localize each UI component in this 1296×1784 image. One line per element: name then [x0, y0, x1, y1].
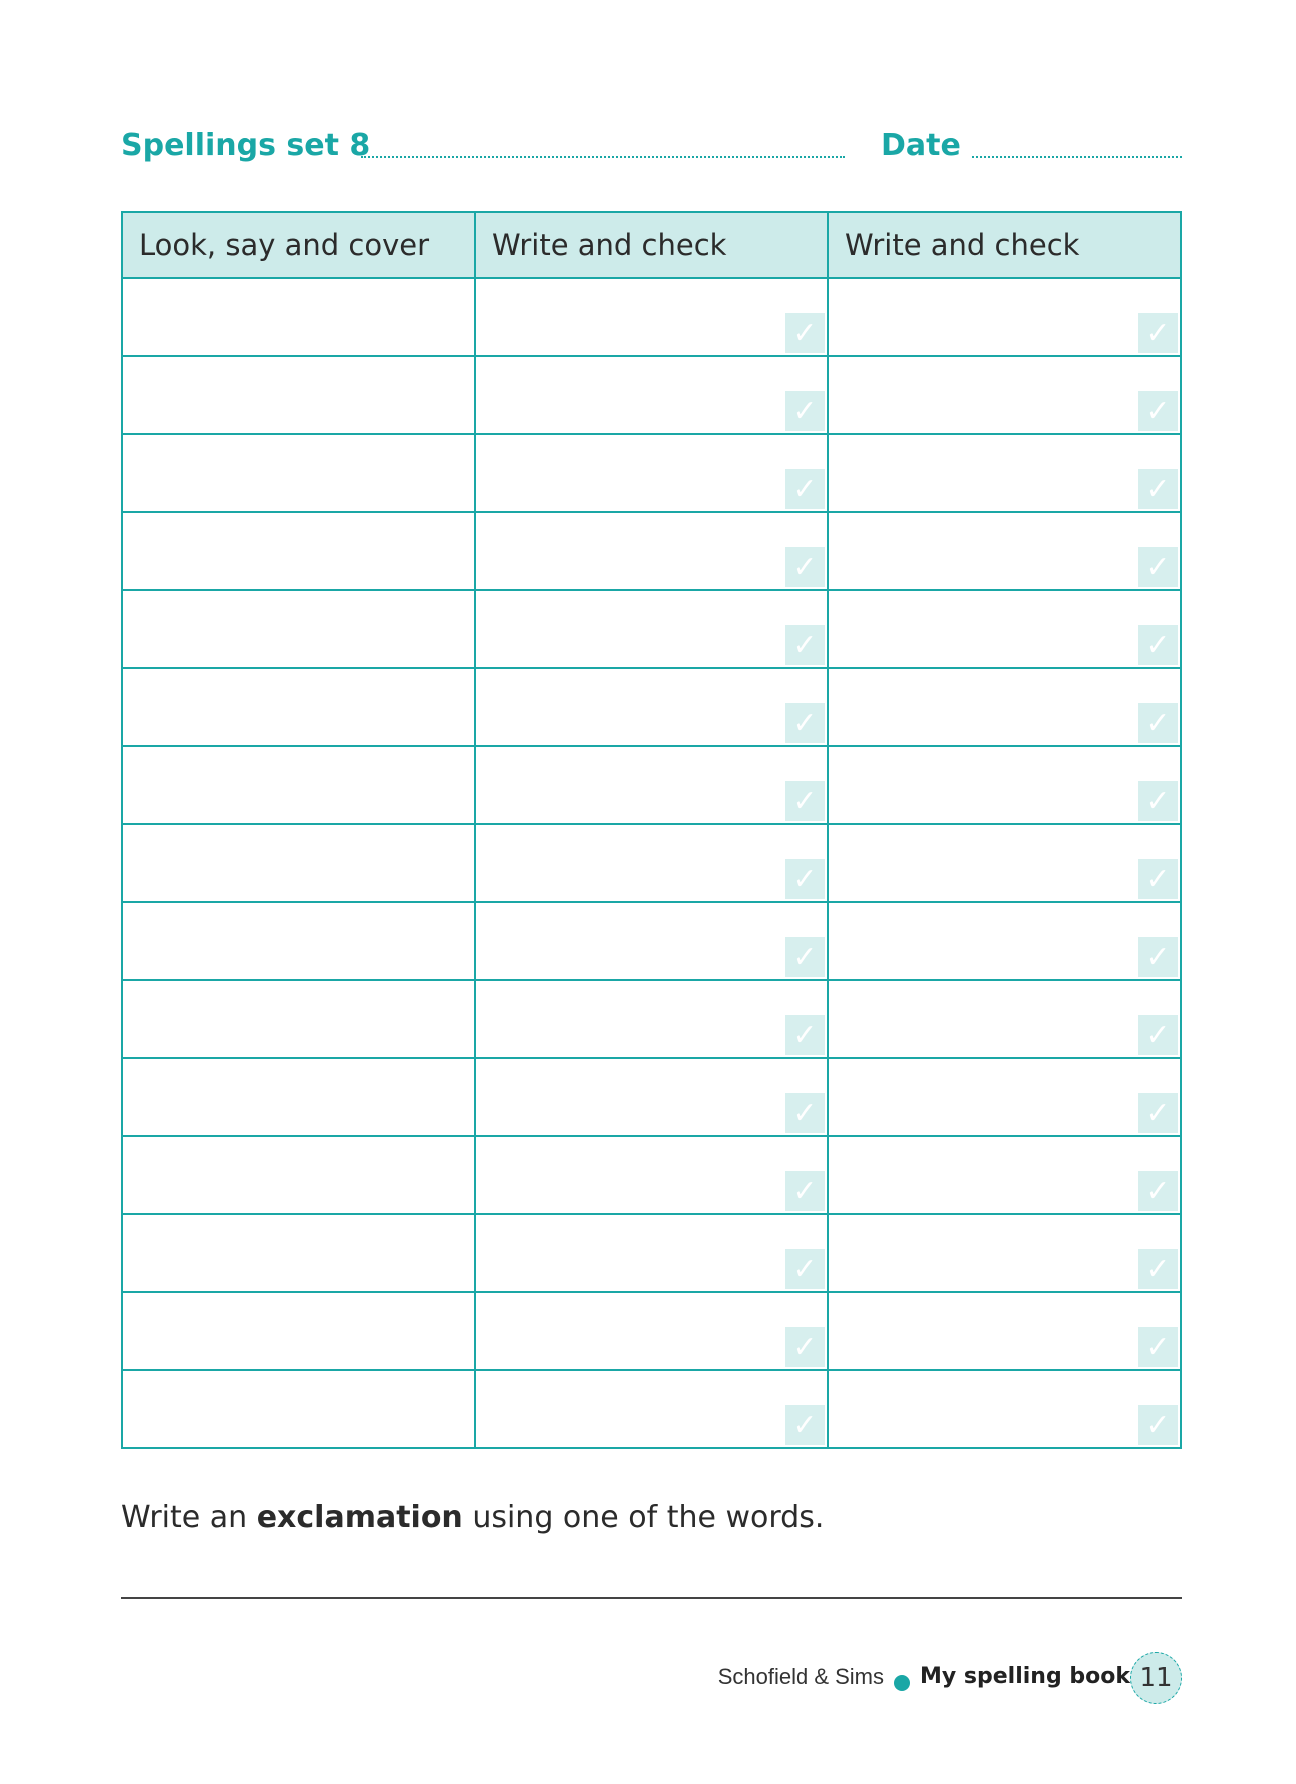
- tick-box-icon[interactable]: ✓: [785, 1093, 825, 1133]
- page-title: Spellings set 8: [121, 128, 371, 163]
- write-check-cell[interactable]: [475, 434, 828, 512]
- tick-box-icon[interactable]: ✓: [1138, 391, 1178, 431]
- tick-box-icon[interactable]: ✓: [785, 859, 825, 899]
- write-check-cell[interactable]: [828, 278, 1181, 356]
- look-say-cover-cell[interactable]: [122, 512, 475, 590]
- table-row: [122, 356, 1181, 434]
- table-row: [122, 980, 1181, 1058]
- tick-box-icon[interactable]: ✓: [1138, 937, 1178, 977]
- write-check-cell[interactable]: [828, 590, 1181, 668]
- look-say-cover-cell[interactable]: [122, 278, 475, 356]
- publisher-name: Schofield & Sims: [717, 1664, 884, 1689]
- look-say-cover-cell[interactable]: [122, 746, 475, 824]
- tick-box-icon[interactable]: ✓: [785, 781, 825, 821]
- write-check-cell[interactable]: [475, 1292, 828, 1370]
- tick-box-icon[interactable]: ✓: [1138, 1405, 1178, 1445]
- table-row: [122, 1058, 1181, 1136]
- spelling-table: [121, 211, 1182, 1449]
- column-header-write-check-2: Write and check: [828, 212, 1181, 278]
- tick-box-icon[interactable]: ✓: [785, 937, 825, 977]
- look-say-cover-cell[interactable]: [122, 434, 475, 512]
- tick-box-icon[interactable]: ✓: [1138, 1093, 1178, 1133]
- write-check-cell[interactable]: [828, 1058, 1181, 1136]
- write-check-cell[interactable]: [828, 434, 1181, 512]
- write-check-cell[interactable]: [475, 980, 828, 1058]
- look-say-cover-cell[interactable]: [122, 902, 475, 980]
- tick-box-icon[interactable]: ✓: [1138, 547, 1178, 587]
- write-check-cell[interactable]: [828, 1214, 1181, 1292]
- look-say-cover-cell[interactable]: [122, 1214, 475, 1292]
- table-row: [122, 746, 1181, 824]
- tick-box-icon[interactable]: ✓: [1138, 313, 1178, 353]
- write-check-cell[interactable]: [475, 902, 828, 980]
- write-check-cell[interactable]: [475, 1136, 828, 1214]
- look-say-cover-cell[interactable]: [122, 1136, 475, 1214]
- write-check-cell[interactable]: [475, 668, 828, 746]
- write-check-cell[interactable]: [828, 824, 1181, 902]
- write-check-cell[interactable]: [475, 512, 828, 590]
- table-row: [122, 1370, 1181, 1448]
- column-header-look-say-cover: Look, say and cover: [122, 212, 475, 278]
- write-check-cell[interactable]: [475, 590, 828, 668]
- prompt-text-start: Write an: [121, 1500, 257, 1535]
- table-row: [122, 1292, 1181, 1370]
- write-check-cell[interactable]: [475, 1058, 828, 1136]
- book-title: My spelling book: [920, 1664, 1130, 1689]
- write-check-cell[interactable]: [828, 1136, 1181, 1214]
- page-number: 11: [1130, 1652, 1182, 1704]
- table-row: [122, 668, 1181, 746]
- write-check-cell[interactable]: [828, 746, 1181, 824]
- table-row: [122, 1214, 1181, 1292]
- write-check-cell[interactable]: [828, 668, 1181, 746]
- table-row: [122, 512, 1181, 590]
- answer-line[interactable]: [121, 1597, 1182, 1599]
- look-say-cover-cell[interactable]: [122, 1292, 475, 1370]
- look-say-cover-cell[interactable]: [122, 590, 475, 668]
- tick-box-icon[interactable]: ✓: [785, 1327, 825, 1367]
- column-header-write-check-1: Write and check: [475, 212, 828, 278]
- table-row: [122, 278, 1181, 356]
- tick-box-icon[interactable]: ✓: [785, 1249, 825, 1289]
- exclamation-prompt: [121, 1500, 824, 1535]
- write-check-cell[interactable]: [475, 1370, 828, 1448]
- tick-box-icon[interactable]: ✓: [785, 313, 825, 353]
- tick-box-icon[interactable]: ✓: [785, 547, 825, 587]
- tick-box-icon[interactable]: ✓: [785, 625, 825, 665]
- page-footer: [717, 1660, 1182, 1700]
- table-row: [122, 824, 1181, 902]
- table-row: [122, 590, 1181, 668]
- look-say-cover-cell[interactable]: [122, 980, 475, 1058]
- look-say-cover-cell[interactable]: [122, 824, 475, 902]
- write-check-cell[interactable]: [475, 278, 828, 356]
- write-check-cell[interactable]: [828, 512, 1181, 590]
- tick-box-icon[interactable]: ✓: [785, 1015, 825, 1055]
- bullet-dot-icon: [894, 1675, 910, 1691]
- tick-box-icon[interactable]: ✓: [785, 391, 825, 431]
- table-row: [122, 434, 1181, 512]
- write-check-cell[interactable]: [828, 356, 1181, 434]
- tick-box-icon[interactable]: ✓: [785, 703, 825, 743]
- tick-box-icon[interactable]: ✓: [1138, 625, 1178, 665]
- page-header: [121, 126, 1181, 166]
- table-row: [122, 1136, 1181, 1214]
- tick-box-icon[interactable]: ✓: [1138, 1171, 1178, 1211]
- write-check-cell[interactable]: [828, 902, 1181, 980]
- write-check-cell[interactable]: [828, 1292, 1181, 1370]
- write-check-cell[interactable]: [475, 356, 828, 434]
- tick-box-icon[interactable]: ✓: [1138, 1015, 1178, 1055]
- write-check-cell[interactable]: [475, 824, 828, 902]
- tick-box-icon[interactable]: ✓: [1138, 1249, 1178, 1289]
- write-check-cell[interactable]: [475, 1214, 828, 1292]
- date-fill-line[interactable]: [972, 156, 1182, 158]
- tick-box-icon[interactable]: ✓: [1138, 1327, 1178, 1367]
- title-fill-line[interactable]: [361, 156, 845, 158]
- tick-box-icon[interactable]: ✓: [1138, 469, 1178, 509]
- date-label: Date: [881, 128, 961, 163]
- table-row: [122, 902, 1181, 980]
- tick-box-icon[interactable]: ✓: [1138, 781, 1178, 821]
- tick-box-icon[interactable]: ✓: [785, 1405, 825, 1445]
- tick-box-icon[interactable]: ✓: [1138, 859, 1178, 899]
- look-say-cover-cell[interactable]: [122, 668, 475, 746]
- tick-box-icon[interactable]: ✓: [785, 469, 825, 509]
- tick-box-icon[interactable]: ✓: [785, 1171, 825, 1211]
- prompt-text-end: using one of the words.: [462, 1500, 825, 1535]
- write-check-cell[interactable]: [828, 980, 1181, 1058]
- table-header-row: [122, 212, 1181, 278]
- prompt-keyword: exclamation: [256, 1500, 463, 1535]
- look-say-cover-cell[interactable]: [122, 356, 475, 434]
- tick-box-icon[interactable]: ✓: [1138, 703, 1178, 743]
- write-check-cell[interactable]: [828, 1370, 1181, 1448]
- look-say-cover-cell[interactable]: [122, 1058, 475, 1136]
- write-check-cell[interactable]: [475, 746, 828, 824]
- look-say-cover-cell[interactable]: [122, 1370, 475, 1448]
